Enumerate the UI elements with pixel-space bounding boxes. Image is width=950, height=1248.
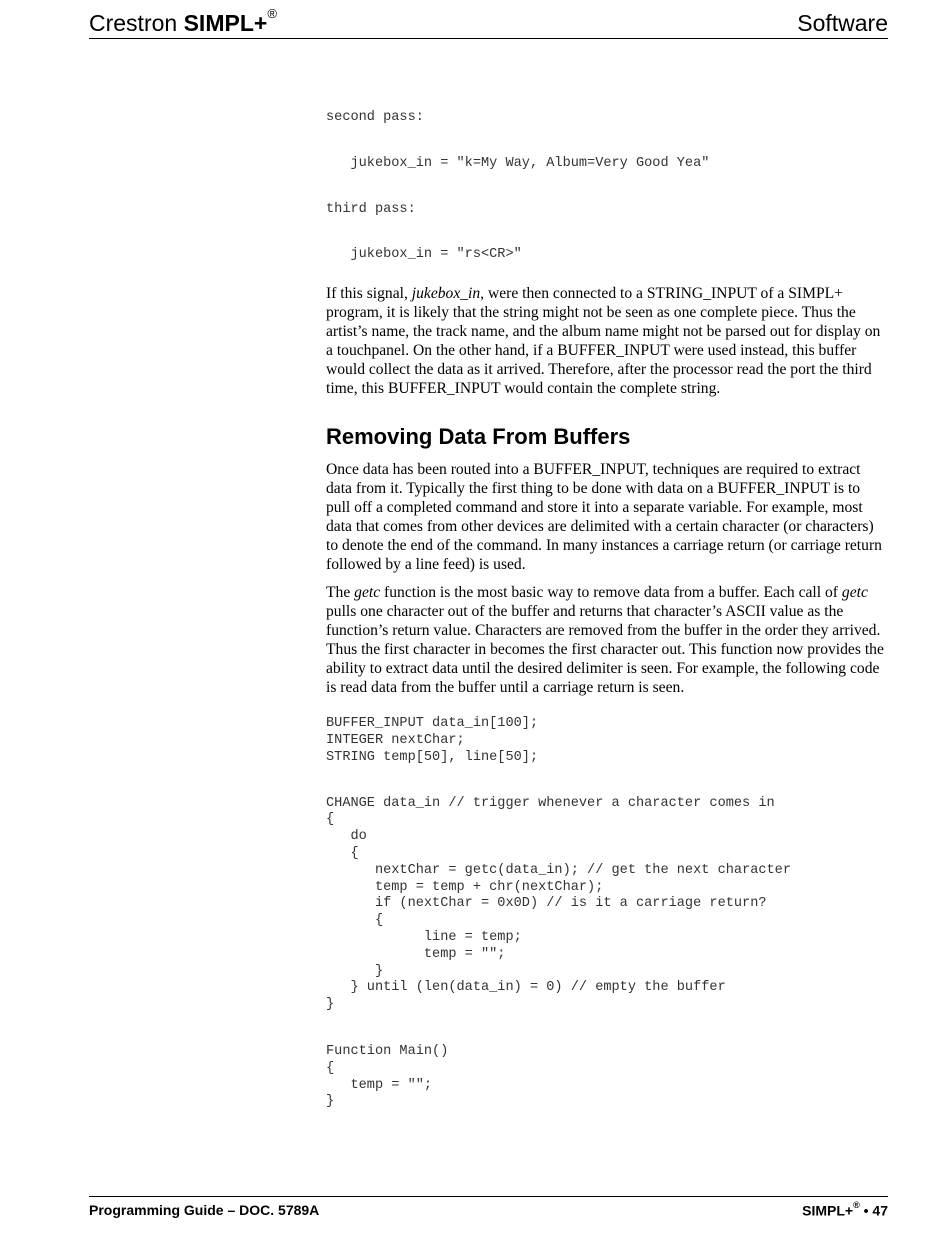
code-change-handler: CHANGE data_in // trigger whenever a character comes in { do { nextChar = getc(data_in); // get the next character temp = temp + chr(nextChar); if (nextChar = 0x0D) // is it a carriage return? { line = temp; temp = ""; } } until (len(data_in) = 0) // empty the buffer }: [326, 795, 791, 1013]
para3-text-b: function is the most basic way to remove data from a buffer. Each call of: [380, 584, 842, 602]
header-section: Software: [797, 10, 888, 36]
code-main-function: Function Main() { temp = ""; }: [326, 1043, 449, 1110]
para3-emphasis-2: getc: [841, 584, 868, 602]
para1-emphasis: jukebox_in: [411, 285, 481, 303]
para1-text-a: If this signal,: [326, 285, 412, 303]
para3-emphasis-1: getc: [354, 584, 381, 602]
page-footer: [89, 1196, 888, 1219]
para1-text-b: , were then connected to a STRING_INPUT of a SIMPL+ program, it is likely that the string might not be seen as one complete piece. Thus the artist’s name, the track name, and the album name might not be parsed out for display on a touchpanel. On the other hand, if a BUFFER_INPUT were used instead, this buffer would collect the data as it arrived. Therefore, after the processor read the port the third time, this BUFFER_INPUT would contain the complete string.: [326, 285, 881, 398]
paragraph-buffer: Once data has been routed into a BUFFER_INPUT, techniques are required to extract data from it. Typically the first thing to be done with data on a BUFFER_INPUT is to pull off a completed command and store it into a separate variable. For example, most data that comes from other devices are delimited with a certain character (or characters) to denote the end of the command. In many instances a carriage return (or carriage return followed by a line feed) is used.: [326, 461, 882, 574]
header-brand: Crestron: [89, 10, 184, 36]
para3-text-a: The: [326, 584, 355, 602]
para3-text-c: pulls one character out of the buffer and returns that character’s ASCII value as the function’s return value. Characters are removed from the buffer in the order they arrived. Thus the first character in becomes the first character out. This function now provides the ability to extract data until the desired delimiter is seen. For example, the following code is read data from the buffer until a carriage return is seen.: [326, 603, 884, 697]
footer-doc-title: Programming Guide – DOC. 5789A: [89, 1202, 320, 1218]
footer-registered-mark: ®: [853, 1200, 860, 1210]
footer-product: SIMPL+: [802, 1202, 854, 1219]
page-header: [89, 6, 888, 39]
second-pass-label: second pass:: [326, 110, 424, 125]
code-declarations: BUFFER_INPUT data_in[100]; INTEGER nextChar; STRING temp[50], line[50];: [326, 716, 539, 765]
header-product: SIMPL+: [183, 10, 268, 36]
paragraph-signal: [326, 284, 888, 398]
footer-bullet: •: [859, 1202, 873, 1219]
third-pass-label: third pass:: [326, 201, 416, 217]
section-heading: Removing Data From Buffers: [326, 424, 631, 450]
second-pass-code: jukebox_in = "k=My Way, Album=Very Good Yea": [326, 155, 710, 171]
page-number: 47: [872, 1202, 888, 1219]
paragraph-getc: [326, 583, 888, 697]
footer-page-info: [802, 1202, 888, 1219]
header-title: [89, 6, 277, 37]
page-content: [326, 106, 888, 1111]
third-pass-code: jukebox_in = "rs<CR>": [326, 247, 522, 263]
header-registered-mark: ®: [267, 6, 277, 22]
